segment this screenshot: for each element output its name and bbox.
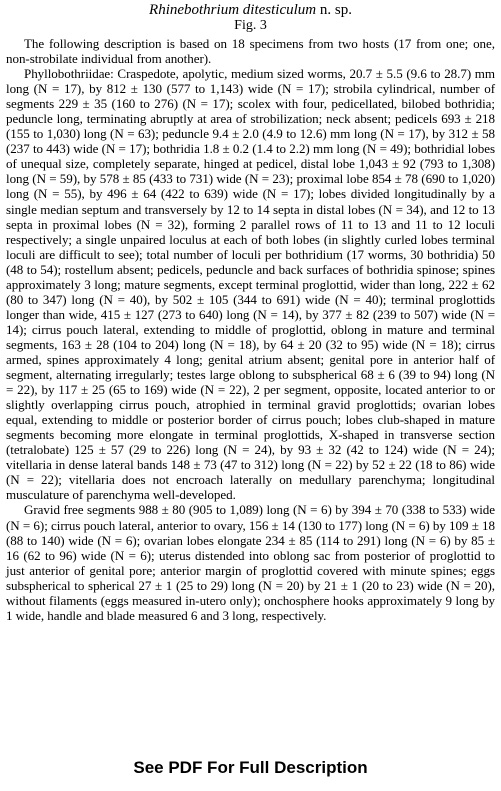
species-name: Rhinebothrium ditesticulum (149, 2, 317, 18)
figure-label: Fig. 3 (234, 18, 267, 33)
species-suffix: n. sp. (316, 2, 352, 18)
intro-paragraph: The following description is based on 18 specimens from two hosts (17 from one; one, non-strobilate individual from another). (6, 36, 495, 67)
gravid-paragraph: Gravid free segments 988 ± 80 (905 to 1,089) long (N = 6) by 394 ± 70 (338 to 533) wide (N = 6); cirrus pouch lateral, anterior to ovary, 156 ± 14 (130 to 177) long (N = 6) by 109 ± 18 (88 to 140) wide (N = 6); ovarian lobes elongate 234 ± 85 (114 to 291) long (N = 6) by 85 ± 16 (62 to 96) wide (N = 6); uterus distended into oblong sac from posterior of proglottid to just anterior of genital pore; anterior margin of proglottid covered with minute spines; eggs subspherical to spherical 27 ± 1 (25 to 29) long (N = 20) by 21 ± 1 (20 to 23) wide (N = 20), without filaments (eggs measured in-utero only); onchosphere hooks approximately 9 long by 1 wide, handle and blade measured 6 and 3 long, respectively. (6, 502, 495, 623)
description-paragraph: Phyllobothriidae: Craspedote, apolytic, medium sized worms, 20.7 ± 5.5 (9.6 to 28.7) mm long (N = 17), by 812 ± 130 (577 to 1,143) wide (N = 17); strobila cylindrical, number of segments 229 ± 35 (160 to 276) (N = 17); scolex with four, pedicellated, bilobed bothridia; peduncle long, terminating abruptly at area of strobilization; neck absent; pedicels 693 ± 218 (155 to 1,030) long (N = 63); peduncle 9.4 ± 2.0 (4.9 to 12.6) mm long (N = 17), by 312 ± 58 (237 to 443) wide (N = 17); bothridia 1.8 ± 0.2 (1.4 to 2.2) mm long (N = 49); bothridial lobes of unequal size, completely separate, hinged at pedicel, distal lobe 1,043 ± 92 (793 to 1,308) long (N = 59), by 578 ± 85 (433 to 731) wide (N = 23); proximal lobe 854 ± 78 (690 to 1,020) long (N = 55), by 496 ± 64 (422 to 639) wide (N = 17); lobes divided longitudinally by a single median septum and transversely by 12 to 14 septa in distal lobes (N = 34), and 12 to 13 septa in proximal lobes (N = 32), forming 2 parallel rows of 11 to 13 and 11 to 12 loculi respectively; a single unpaired loculus at each of both lobes (in slightly curled lobes terminal loculi are difficult to see); total number of loculi per bothridium (17 worms, 30 bothridia) 50 (48 to 54); rostellum absent; pedicels, peduncle and back surfaces of bothridia spinose; spines approximately 3 long; mature segments, except terminal proglottid, wider than long, 222 ± 62 (80 to 347) long (N = 40), by 502 ± 105 (344 to 691) wide (N = 40); terminal proglottids longer than wide, 415 ± 127 (273 to 640) long (N = 14), by 377 ± 82 (239 to 507) wide (N = 14); cirrus pouch lateral, extending to middle of proglottid, oblong in mature and terminal segments, 163 ± 28 (104 to 204) long (N = 18), by 64 ± 20 (32 to 95) wide (N = 18); cirrus armed, spines approximately 4 long; genital atrium absent; genital pore in anterior half of segment, alternating irregularly; testes large oblong to subspherical 68 ± 6 (39 to 94) long (N = 22), by 117 ± 25 (65 to 169) wide (N = 22), 2 per segment, opposite, located anterior to or slightly overlapping cirrus pouch, atrophied in terminal gravid proglottids; ovarian lobes equal, extending to middle or posterior border of cirrus pouch; lobes club-shaped in mature segments becoming more elongate in terminal proglottids, X-shaped in transverse section (tetralobate) 125 ± 57 (29 to 226) long (N = 24), by 93 ± 32 (42 to 124) wide (N = 24); vitellaria in dense lateral bands 148 ± 73 (47 to 312) long (N = 22) by 52 ± 22 (18 to 86) wide (N = 22); vitellaria does not encroach laterally on medullary parenchyma; longitudinal musculature of parenchyma well-developed. (6, 66, 495, 503)
full-description-note: See PDF For Full Description (133, 758, 368, 777)
species-title (6, 2, 495, 18)
